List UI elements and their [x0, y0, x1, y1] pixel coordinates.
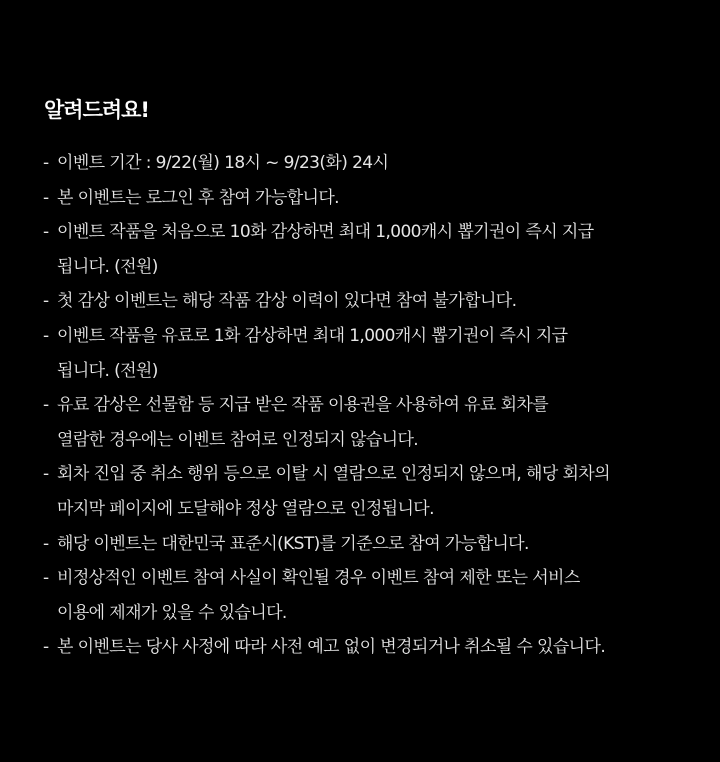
notice-item	[43, 284, 703, 319]
notice-item	[43, 630, 703, 665]
notice-item-text	[57, 388, 703, 457]
notice-item-line: 비정상적인 이벤트 참여 사실이 확인될 경우 이벤트 참여 제한 또는 서비스	[57, 568, 580, 589]
notice-item-text	[57, 215, 703, 284]
bullet-dash: -	[43, 637, 49, 658]
notice-item-line: 열람한 경우에는 이벤트 참여로 인정되지 않습니다.	[57, 429, 419, 450]
notice-item	[43, 146, 703, 181]
bullet-dash: -	[43, 291, 49, 312]
notice-item	[43, 388, 703, 457]
notice-item-line: 본 이벤트는 로그인 후 참여 가능합니다.	[57, 187, 339, 208]
notice-item	[43, 181, 703, 216]
notice-item	[43, 215, 703, 284]
notice-item-line: 회차 진입 중 취소 행위 등으로 이탈 시 열람으로 인정되지 않으며, 해당 회차의	[57, 464, 610, 485]
notice-item-text	[57, 284, 703, 319]
bullet-dash: -	[43, 153, 49, 173]
notice-item-text	[57, 527, 703, 562]
notice-item-line: 이용에 제재가 있을 수 있습니다.	[57, 602, 287, 623]
notice-item	[43, 561, 703, 630]
bullet-dash: -	[43, 325, 49, 346]
bullet-dash: -	[43, 187, 49, 208]
notice-item-text	[57, 319, 703, 388]
notice-item-text	[57, 181, 703, 216]
bullet-dash: -	[43, 464, 49, 485]
notice-item-line: 됩니다. (전원)	[57, 360, 158, 381]
notice-item-text	[57, 630, 703, 665]
notice-item	[43, 457, 703, 526]
notice-item-line: 마지막 페이지에 도달해야 정상 열람으로 인정됩니다.	[57, 498, 434, 519]
bullet-dash: -	[43, 568, 49, 589]
notice-title: 알려드려요!	[44, 98, 150, 122]
notice-item-line: 유료 감상은 선물함 등 지급 받은 작품 이용권을 사용하여 유료 회차를	[57, 395, 549, 416]
notice-item-line: 됩니다. (전원)	[57, 256, 158, 277]
notice-item-line: 이벤트 작품을 처음으로 10화 감상하면 최대 1,000캐시 뽑기권이 즉시 지급	[57, 222, 594, 243]
notice-item-line: 이벤트 기간 : 9/22(월) 18시 ~ 9/23(화) 24시	[57, 153, 389, 173]
notice-list	[43, 146, 703, 665]
notice-item-line: 이벤트 작품을 유료로 1화 감상하면 최대 1,000캐시 뽑기권이 즉시 지급	[57, 325, 568, 346]
notice-item	[43, 527, 703, 562]
bullet-dash: -	[43, 533, 49, 554]
bullet-dash: -	[43, 395, 49, 416]
notice-item-text	[57, 561, 703, 630]
notice-item-text	[57, 457, 703, 526]
notice-item	[43, 319, 703, 388]
notice-item-line: 해당 이벤트는 대한민국 표준시(KST)를 기준으로 참여 가능합니다.	[57, 533, 529, 554]
notice-item-line: 본 이벤트는 당사 사정에 따라 사전 예고 없이 변경되거나 취소될 수 있습니다.	[57, 637, 606, 658]
notice-item-line: 첫 감상 이벤트는 해당 작품 감상 이력이 있다면 참여 불가합니다.	[57, 291, 517, 312]
notice-item-text	[57, 146, 703, 181]
bullet-dash: -	[43, 222, 49, 243]
